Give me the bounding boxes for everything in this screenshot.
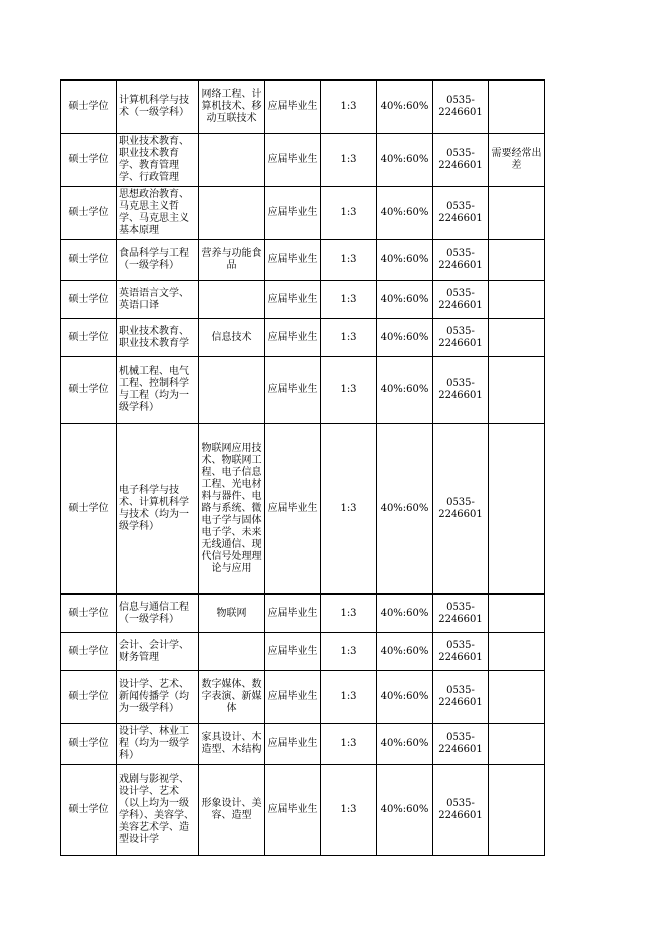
weight-cell: 40%:60%	[377, 633, 433, 671]
phone-cell: 0535-2246601	[433, 424, 489, 595]
table-row	[61, 134, 545, 187]
note-cell	[489, 671, 545, 724]
direction-cell	[199, 357, 265, 424]
table-row	[61, 240, 545, 281]
ratio-cell: 1:3	[321, 594, 377, 633]
phone-cell: 0535-2246601	[433, 633, 489, 671]
phone-cell: 0535-2246601	[433, 134, 489, 187]
major-cell: 食品科学与工程（一级学科）	[117, 240, 199, 281]
major-cell: 思想政治教育、马克思主义哲学、马克思主义基本原理	[117, 187, 199, 240]
table-row	[61, 319, 545, 357]
ratio-cell: 1:3	[321, 765, 377, 856]
weight-cell: 40%:60%	[377, 240, 433, 281]
table-row	[61, 633, 545, 671]
direction-cell: 物联网应用技术、物联网工程、电子信息工程、光电材料与器件、电路与系统、微电子学与固体电子学、未来无线通信、现代信号处理理论与应用	[199, 424, 265, 595]
phone-cell: 0535-2246601	[433, 281, 489, 319]
ratio-cell: 1:3	[321, 424, 377, 595]
major-cell: 计算机科学与技术（一级学科）	[117, 80, 199, 134]
ratio-cell: 1:3	[321, 240, 377, 281]
candidate-type-cell: 应届毕业生	[265, 765, 321, 856]
note-cell	[489, 357, 545, 424]
phone-cell: 0535-2246601	[433, 594, 489, 633]
candidate-type-cell: 应届毕业生	[265, 80, 321, 134]
table-row	[61, 594, 545, 633]
direction-cell	[199, 281, 265, 319]
weight-cell: 40%:60%	[377, 765, 433, 856]
ratio-cell: 1:3	[321, 134, 377, 187]
degree-cell: 硕士学位	[61, 281, 117, 319]
major-cell: 机械工程、电气工程、控制科学与工程（均为一级学科）	[117, 357, 199, 424]
weight-cell: 40%:60%	[377, 357, 433, 424]
phone-cell: 0535-2246601	[433, 724, 489, 765]
table-row	[61, 671, 545, 724]
weight-cell: 40%:60%	[377, 187, 433, 240]
note-cell	[489, 281, 545, 319]
table-row	[61, 724, 545, 765]
major-cell: 英语语言文学、英语口译	[117, 281, 199, 319]
candidate-type-cell: 应届毕业生	[265, 357, 321, 424]
degree-cell: 硕士学位	[61, 671, 117, 724]
ratio-cell: 1:3	[321, 80, 377, 134]
direction-cell	[199, 134, 265, 187]
degree-cell: 硕士学位	[61, 424, 117, 595]
weight-cell: 40%:60%	[377, 424, 433, 595]
major-cell: 设计学、艺术、新闻传播学（均为一级学科）	[117, 671, 199, 724]
degree-cell: 硕士学位	[61, 80, 117, 134]
degree-cell: 硕士学位	[61, 319, 117, 357]
direction-cell: 网络工程、计算机技术、移动互联技术	[199, 80, 265, 134]
table-row	[61, 187, 545, 240]
degree-cell: 硕士学位	[61, 240, 117, 281]
candidate-type-cell: 应届毕业生	[265, 594, 321, 633]
degree-cell: 硕士学位	[61, 724, 117, 765]
note-cell	[489, 424, 545, 595]
candidate-type-cell: 应届毕业生	[265, 319, 321, 357]
ratio-cell: 1:3	[321, 281, 377, 319]
note-cell	[489, 80, 545, 134]
ratio-cell: 1:3	[321, 724, 377, 765]
degree-cell: 硕士学位	[61, 134, 117, 187]
candidate-type-cell: 应届毕业生	[265, 633, 321, 671]
degree-cell: 硕士学位	[61, 357, 117, 424]
note-cell	[489, 765, 545, 856]
phone-cell: 0535-2246601	[433, 80, 489, 134]
weight-cell: 40%:60%	[377, 594, 433, 633]
note-cell	[489, 240, 545, 281]
major-cell: 设计学、林业工程（均为一级学科）	[117, 724, 199, 765]
direction-cell	[199, 633, 265, 671]
ratio-cell: 1:3	[321, 671, 377, 724]
note-cell	[489, 633, 545, 671]
table-row	[61, 424, 545, 595]
ratio-cell: 1:3	[321, 633, 377, 671]
phone-cell: 0535-2246601	[433, 240, 489, 281]
major-cell: 会计、会计学、财务管理	[117, 633, 199, 671]
weight-cell: 40%:60%	[377, 134, 433, 187]
note-cell	[489, 319, 545, 357]
phone-cell: 0535-2246601	[433, 671, 489, 724]
major-cell: 职业技术教育、职业技术教育学、教育管理学、行政管理	[117, 134, 199, 187]
major-cell: 电子科学与技术、计算机科学与技术（均为一级学科）	[117, 424, 199, 595]
table-row	[61, 80, 545, 134]
degree-cell: 硕士学位	[61, 765, 117, 856]
phone-cell: 0535-2246601	[433, 319, 489, 357]
table-row	[61, 357, 545, 424]
candidate-type-cell: 应届毕业生	[265, 424, 321, 595]
note-cell	[489, 594, 545, 633]
phone-cell: 0535-2246601	[433, 765, 489, 856]
candidate-type-cell: 应届毕业生	[265, 240, 321, 281]
weight-cell: 40%:60%	[377, 80, 433, 134]
candidate-type-cell: 应届毕业生	[265, 671, 321, 724]
candidate-type-cell: 应届毕业生	[265, 134, 321, 187]
direction-cell: 数字媒体、数字表演、新媒体	[199, 671, 265, 724]
note-cell: 需要经常出差	[489, 134, 545, 187]
direction-cell: 形象设计、美容、造型	[199, 765, 265, 856]
major-cell: 职业技术教育、职业技术教育学	[117, 319, 199, 357]
ratio-cell: 1:3	[321, 187, 377, 240]
degree-cell: 硕士学位	[61, 633, 117, 671]
note-cell	[489, 187, 545, 240]
table-row	[61, 281, 545, 319]
phone-cell: 0535-2246601	[433, 357, 489, 424]
direction-cell	[199, 187, 265, 240]
table-row	[61, 765, 545, 856]
major-cell: 信息与通信工程（一级学科）	[117, 594, 199, 633]
direction-cell: 家具设计、木造型、木结构	[199, 724, 265, 765]
ratio-cell: 1:3	[321, 319, 377, 357]
weight-cell: 40%:60%	[377, 281, 433, 319]
degree-cell: 硕士学位	[61, 187, 117, 240]
recruitment-table	[60, 79, 545, 856]
direction-cell: 信息技术	[199, 319, 265, 357]
degree-cell: 硕士学位	[61, 594, 117, 633]
major-cell: 戏剧与影视学、设计学、艺术（以上均为一级学科）、美容学、美容艺术学、造型设计学	[117, 765, 199, 856]
weight-cell: 40%:60%	[377, 319, 433, 357]
candidate-type-cell: 应届毕业生	[265, 724, 321, 765]
direction-cell: 营养与功能食品	[199, 240, 265, 281]
candidate-type-cell: 应届毕业生	[265, 281, 321, 319]
candidate-type-cell: 应届毕业生	[265, 187, 321, 240]
weight-cell: 40%:60%	[377, 724, 433, 765]
direction-cell: 物联网	[199, 594, 265, 633]
ratio-cell: 1:3	[321, 357, 377, 424]
phone-cell: 0535-2246601	[433, 187, 489, 240]
note-cell	[489, 724, 545, 765]
weight-cell: 40%:60%	[377, 671, 433, 724]
